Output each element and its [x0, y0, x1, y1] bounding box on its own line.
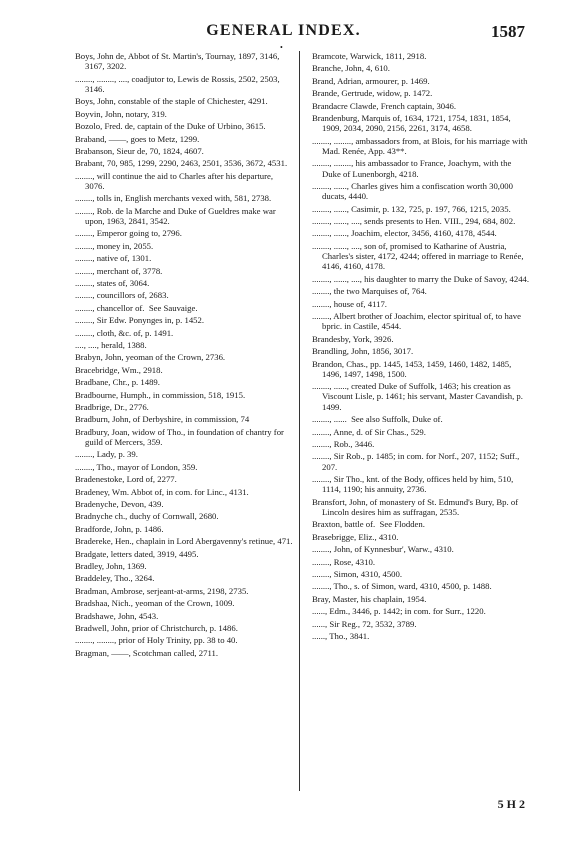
index-entry: ........, ......, ...., his daughter to marry the Duke of Savoy, 4244. [312, 273, 530, 284]
index-entry: Boyvin, John, notary, 319. [75, 108, 167, 119]
index-entry: Bradbrige, Dr., 2776. [75, 401, 149, 412]
column-divider [299, 51, 300, 791]
index-entry: ........, Tho., mayor of London, 359. [75, 461, 198, 472]
page-header [0, 22, 567, 52]
index-entry: Brabyn, John, yeoman of the Crown, 2736. [75, 352, 226, 363]
index-entry: Brande, Gertrude, widow, p. 1472. [312, 88, 433, 99]
index-entry: ........, Tho., s. of Simon, ward, 4310, 4500, p. 1488. [312, 581, 492, 592]
index-entry: ........, councillors of, 2683. [75, 290, 169, 301]
index-column-left [75, 51, 293, 660]
index-entry: ........, ......, created Duke of Suffolk, 1463; his creation as Viscount Lisle, p. 1461; his servant, Master Cavandish, p. 1499. [312, 381, 526, 412]
index-entry: Bradshawe, John, 4543. [75, 610, 159, 621]
index-entry: ........, Rose, 4310. [312, 556, 375, 567]
index-entry: Brandacre Clawde, French captain, 3046. [312, 100, 457, 111]
index-entry: Bramcote, Warwick, 1811, 2918. [312, 51, 427, 61]
index-entry: Bradbane, Chr., p. 1489. [75, 377, 160, 388]
index-entry: ........, house of, 4117. [312, 298, 387, 309]
index-entry: ......, Sir Reg., 72, 3532, 3789. [312, 618, 417, 629]
page-number: 1587 [491, 22, 525, 41]
index-entry: Boys, John de, Abbot of St. Martin's, Tournay, 1897, 3146, 3167, 3202. [75, 51, 282, 72]
index-entry: ........, ........, his ambassador to France, Joachym, with the Duke of Lunenborgh, 4218. [312, 158, 514, 179]
index-entry: ........, ......, ...., son of, promised to Katharine of Austria, Charles's sister, 4172, 4244; offered in marriage to Renée, 4146, 4160, 4178. [312, 240, 526, 272]
index-entry: Branche, John, 4, 610. [312, 63, 390, 74]
index-entry: ........, states of, 3064. [75, 278, 150, 289]
index-entry: ........, ......, Casimir, p. 132, 725, p. 197, 766, 1215, 2035. [312, 203, 511, 214]
index-entry: Brasebrigge, Eliz., 4310. [312, 531, 399, 542]
index-entry: ........, John, of Kynnesbur', Warw., 4310. [312, 544, 454, 555]
index-entry: Brabanson, Sieur de, 70, 1824, 4607. [75, 145, 204, 156]
index-entry: ........, ......, Charles gives him a confiscation worth 30,000 ducats, 4440. [312, 181, 516, 202]
index-entry: ........, ......, ...., sends presents to Hen. VIII., 294, 684, 802. [312, 216, 516, 227]
index-entry: Bradgate, letters dated, 3919, 4495. [75, 548, 199, 559]
index-entry: Braxton, battle of. See Flodden. [312, 519, 425, 530]
index-entry: ........, cloth, &c. of, p. 1491. [75, 327, 174, 338]
index-entry: ........, Emperor going to, 2796. [75, 228, 182, 239]
header-mark: • [280, 43, 283, 52]
index-entry: ........, Rob. de la Marche and Duke of Gueldres make war upon, 1963, 2841, 3542. [75, 205, 278, 227]
index-entry: Bradman, Ambrose, serjeant-at-arms, 2198, 2735. [75, 585, 249, 596]
index-entry: ........, ...... See also Suffolk, Duke of. [312, 414, 443, 425]
index-entry: Bransfort, John, of monastery of St. Edmund's Bury, Bp. of Lincoln desires him as suffragan, 2535. [312, 496, 521, 518]
index-entry: Bradbury, Joan, widow of Tho., in foundation of chantry for guild of Mercers, 359. [75, 426, 287, 448]
index-entry: ........, money in, 2055. [75, 240, 154, 251]
index-entry: Bradwell, John, prior of Christchurch, p. 1486. [75, 622, 238, 633]
index-entry: ........, Sir Edw. Ponynges in, p. 1452. [75, 315, 205, 326]
index-entry: ........, Sir Tho., knt. of the Body, offices held by him, 510, 1114, 1190; his annuity, 2736. [312, 474, 516, 495]
index-entry: ...., ...., herald, 1388. [75, 340, 147, 350]
index-entry: ........, Simon, 4310, 4500. [312, 568, 403, 579]
index-entry: Braddeley, Tho., 3264. [75, 573, 155, 584]
index-entry: Brandenburg, Marquis of, 1634, 1721, 1754, 1831, 1854, 1909, 2034, 2090, 2156, 2261, 3174, 4658. [312, 112, 513, 134]
index-entry: ........, native of, 1301. [75, 253, 152, 264]
index-entry: ........, chancellor of. See Sauvaige. [75, 302, 198, 313]
page-footer [0, 797, 567, 817]
index-entry: Bradeney, Wm. Abbot of, in com. for Linc., 4131. [75, 486, 249, 497]
index-entry: ........, Anne, d. of Sir Chas., 529. [312, 426, 426, 437]
index-entry: Brand, Adrian, armourer, p. 1469. [312, 75, 430, 86]
index-entry: Brandon, Chas., pp. 1445, 1453, 1459, 1460, 1482, 1485, 1496, 1497, 1498, 1500. [312, 358, 514, 379]
page-title: GENERAL INDEX. [206, 22, 361, 39]
index-entry: Bradforde, John, p. 1486. [75, 523, 164, 534]
index-entry: Bradenestoke, Lord of, 2277. [75, 474, 177, 485]
index-entry: ........, ........, ...., coadjutor to, Lewis de Rossis, 2502, 2503, 3146. [75, 73, 282, 94]
index-entry: Bradbourne, Humph., in commission, 518, 1915. [75, 389, 246, 400]
index-entry: Bradereke, Hen., chaplain in Lord Abergavenny's retinue, 471. [75, 536, 293, 547]
index-entry: Bragman, ——, Scotchman called, 2711. [75, 647, 218, 658]
index-entry: Bradenyche, Devon, 439. [75, 498, 164, 509]
index-entry: ........, will continue the aid to Charles after his departure, 3076. [75, 170, 276, 192]
index-entry: Braband, ——, goes to Metz, 1299. [75, 133, 200, 144]
index-entry: Brandesby, York, 3926. [312, 333, 394, 344]
index-column-right [312, 51, 530, 643]
index-entry: Bradnyche ch., duchy of Cornwall, 2680. [75, 511, 219, 522]
index-entry: ......, Edm., 3446, p. 1442; in com. for Surr., 1220. [312, 606, 486, 617]
index-entry: Bradley, John, 1369. [75, 560, 147, 571]
index-entry: Bozolo, Fred. de, captain of the Duke of Urbino, 3615. [75, 121, 266, 132]
index-entry: ........, merchant of, 3778. [75, 265, 163, 276]
index-entry: ........, Rob., 3446. [312, 438, 375, 449]
index-entry: Boys, John, constable of the staple of Chichester, 4291. [75, 96, 268, 107]
index-entry: ........, Albert brother of Joachim, elector spiritual of, to have bpric. in Castile, 4544. [312, 311, 524, 332]
index-entry: ........, ......, Joachim, elector, 3456, 4160, 4178, 4544. [312, 228, 497, 239]
index-entry: ........, Sir Rob., p. 1485; in com. for Norf., 207, 1152; Suff., 207. [312, 451, 522, 472]
index-entry: ........, Lady, p. 39. [75, 449, 138, 460]
index-entry: Brabant, 70, 985, 1299, 2290, 2463, 2501, 3536, 3672, 4531. [75, 158, 288, 169]
index-entry: Bradburn, John, of Derbyshire, in commission, 74 [75, 414, 250, 425]
signature-mark: 5 H 2 [497, 797, 525, 811]
index-entry: Bracebridge, Wm., 2918. [75, 364, 163, 375]
index-entry: ......, Tho., 3841. [312, 630, 370, 641]
index-entry: Brandling, John, 1856, 3017. [312, 346, 414, 357]
index-entry: ........, tolls in, English merchants vexed with, 581, 2738. [75, 193, 272, 204]
index-entry: ........, the two Marquises of, 764. [312, 286, 427, 297]
index-entry: Bray, Master, his chaplain, 1954. [312, 593, 427, 604]
index-entry: ........, ........, prior of Holy Trinity, pp. 38 to 40. [75, 635, 238, 646]
index-entry: ........, ........, ambassadors from, at Blois, for his marriage with Mad. Renée, App. 43**. [312, 135, 530, 156]
index-entry: Bradshaa, Nich., yeoman of the Crown, 1009. [75, 598, 235, 609]
